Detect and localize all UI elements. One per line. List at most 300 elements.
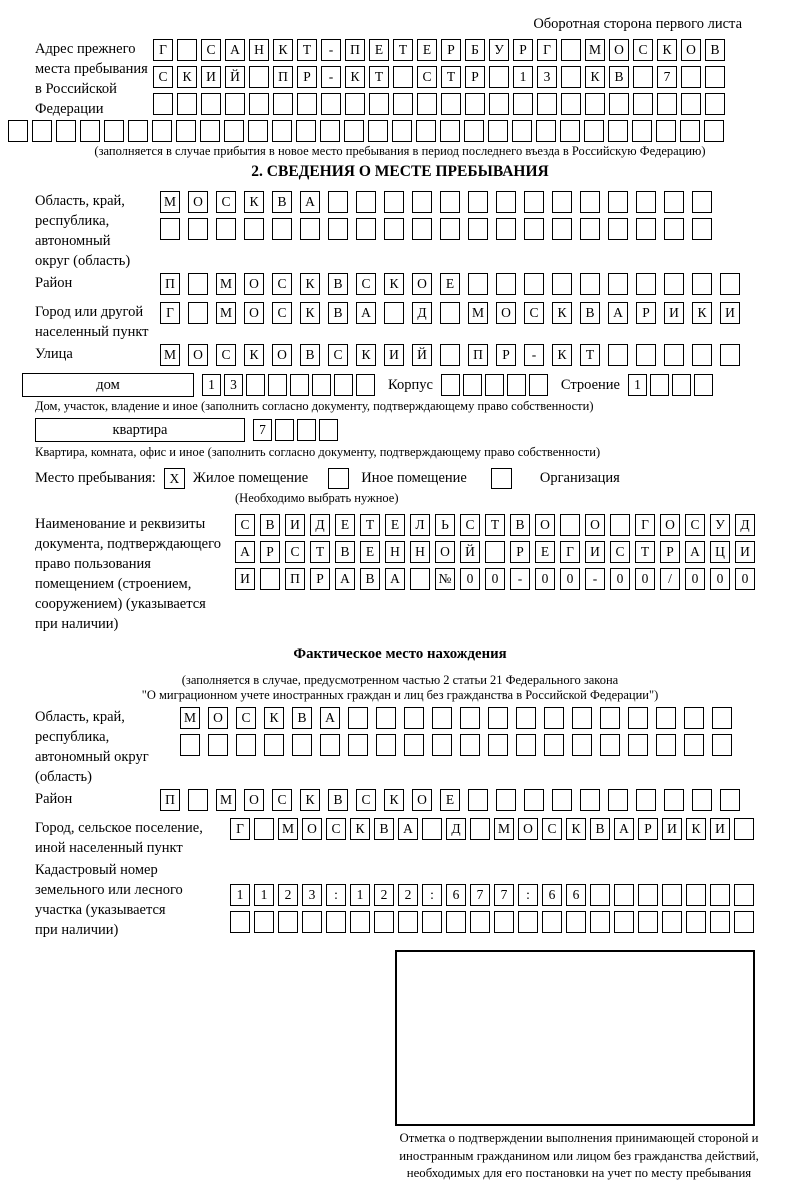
char-box: 0 xyxy=(535,568,555,590)
char-box: Ц xyxy=(710,541,730,563)
char-box xyxy=(692,191,712,213)
char-box: 0 xyxy=(610,568,630,590)
char-box: 0 xyxy=(485,568,505,590)
char-box xyxy=(680,120,700,142)
char-row xyxy=(235,514,760,536)
char-box: П xyxy=(273,66,293,88)
char-box: С xyxy=(326,818,346,840)
char-box xyxy=(609,93,629,115)
char-box xyxy=(404,734,424,756)
char-box xyxy=(398,911,418,933)
char-box: И xyxy=(664,302,684,324)
char-box: М xyxy=(180,707,200,729)
char-box xyxy=(494,911,514,933)
char-box: Р xyxy=(510,541,530,563)
char-box: 0 xyxy=(685,568,705,590)
char-box: О xyxy=(244,789,264,811)
char-box: П xyxy=(345,39,365,61)
char-box: 7 xyxy=(494,884,514,906)
char-box xyxy=(441,93,461,115)
char-box xyxy=(464,120,484,142)
char-box xyxy=(302,911,322,933)
char-box: И xyxy=(710,818,730,840)
char-box xyxy=(246,374,265,396)
char-box: Е xyxy=(335,514,355,536)
char-box xyxy=(272,120,292,142)
char-box: С xyxy=(524,302,544,324)
char-box: Г xyxy=(160,302,180,324)
korpus-label: Корпус xyxy=(388,376,433,393)
char-box: 7 xyxy=(470,884,490,906)
char-row xyxy=(160,191,720,213)
field-gorod xyxy=(35,302,800,342)
char-box: 0 xyxy=(635,568,655,590)
label-line: округ (область) xyxy=(35,253,131,269)
char-box xyxy=(188,218,208,240)
char-box: К xyxy=(244,344,264,366)
char-box xyxy=(692,218,712,240)
label-line: Улица xyxy=(35,346,73,362)
char-box: 1 xyxy=(230,884,250,906)
char-box xyxy=(334,374,353,396)
char-box xyxy=(544,734,564,756)
char-box: Г xyxy=(153,39,173,61)
char-box: В xyxy=(335,541,355,563)
char-box xyxy=(692,273,712,295)
char-box xyxy=(440,302,460,324)
char-row xyxy=(230,818,758,840)
field-raion xyxy=(35,273,800,300)
char-box xyxy=(208,734,228,756)
char-box xyxy=(432,734,452,756)
char-box: 2 xyxy=(374,884,394,906)
label-line: Город или другой xyxy=(35,304,144,320)
char-box: - xyxy=(321,66,341,88)
char-box: Т xyxy=(360,514,380,536)
char-box: 7 xyxy=(253,419,272,441)
field-oblast-2 xyxy=(35,707,800,787)
char-box: С xyxy=(356,273,376,295)
char-box xyxy=(513,93,533,115)
char-box xyxy=(410,568,430,590)
char-box: С xyxy=(285,541,305,563)
char-box: 2 xyxy=(398,884,418,906)
char-box: Н xyxy=(249,39,269,61)
char-box xyxy=(664,191,684,213)
char-row xyxy=(8,120,800,142)
option-label-inoe: Иное помещение xyxy=(361,470,467,486)
gorod-label xyxy=(35,302,160,342)
char-box: О xyxy=(302,818,322,840)
char-box xyxy=(249,66,269,88)
char-box: К xyxy=(686,818,706,840)
char-box: С xyxy=(685,514,705,536)
char-box: М xyxy=(216,789,236,811)
char-box: К xyxy=(585,66,605,88)
char-box: Р xyxy=(260,541,280,563)
char-box xyxy=(188,789,208,811)
char-box xyxy=(529,374,548,396)
char-box: В xyxy=(360,568,380,590)
char-box xyxy=(200,120,220,142)
char-box xyxy=(684,734,704,756)
char-box: А xyxy=(614,818,634,840)
char-box xyxy=(384,218,404,240)
char-box xyxy=(524,218,544,240)
char-box xyxy=(319,419,338,441)
char-box xyxy=(392,120,412,142)
char-box: В xyxy=(374,818,394,840)
char-box: И xyxy=(285,514,305,536)
char-box xyxy=(470,911,490,933)
char-box xyxy=(608,120,628,142)
char-row xyxy=(441,374,551,396)
char-box: Г xyxy=(560,541,580,563)
char-box: 3 xyxy=(537,66,557,88)
char-box xyxy=(376,734,396,756)
kvartira-caption: Квартира, комната, офис и иное (заполнить согласно документу, подтверждающему право собственности) xyxy=(35,445,601,459)
char-box xyxy=(734,884,754,906)
char-box: А xyxy=(335,568,355,590)
char-row xyxy=(230,884,758,906)
char-box xyxy=(694,374,713,396)
section3-note-line2: "О миграционном учете иностранных граждан и лиц без гражданства в Российской Федерации") xyxy=(141,688,659,702)
place-type-row xyxy=(35,468,800,489)
char-box: Р xyxy=(513,39,533,61)
char-box: 1 xyxy=(350,884,370,906)
char-box: 1 xyxy=(254,884,274,906)
char-box xyxy=(636,191,656,213)
char-box xyxy=(216,218,236,240)
label-line: Область, край, xyxy=(35,193,125,209)
char-box: М xyxy=(585,39,605,61)
char-box: И xyxy=(735,541,755,563)
char-box: М xyxy=(278,818,298,840)
char-box xyxy=(369,93,389,115)
char-box xyxy=(684,707,704,729)
char-box: С xyxy=(356,789,376,811)
char-row xyxy=(235,568,760,590)
char-box xyxy=(446,911,466,933)
char-box: С xyxy=(417,66,437,88)
char-box: Г xyxy=(537,39,557,61)
char-box: С xyxy=(633,39,653,61)
char-box: К xyxy=(345,66,365,88)
char-box xyxy=(56,120,76,142)
checkbox-zhiloe: X xyxy=(164,468,185,489)
char-box xyxy=(608,789,628,811)
field-kadastr xyxy=(35,860,800,940)
char-box xyxy=(720,344,740,366)
char-box xyxy=(524,789,544,811)
char-box xyxy=(292,734,312,756)
char-box xyxy=(536,120,556,142)
char-box: : xyxy=(422,884,442,906)
char-box: 7 xyxy=(657,66,677,88)
char-box xyxy=(608,218,628,240)
char-box xyxy=(636,344,656,366)
char-box xyxy=(584,120,604,142)
char-box xyxy=(468,273,488,295)
char-box xyxy=(416,120,436,142)
char-box: 0 xyxy=(735,568,755,590)
char-box: 2 xyxy=(278,884,298,906)
char-box: 0 xyxy=(710,568,730,590)
char-box: К xyxy=(264,707,284,729)
char-box: М xyxy=(468,302,488,324)
char-box xyxy=(376,707,396,729)
char-box: М xyxy=(160,344,180,366)
char-box xyxy=(153,93,173,115)
char-box: У xyxy=(489,39,509,61)
label-line: Район xyxy=(35,791,73,807)
char-box xyxy=(384,302,404,324)
char-box xyxy=(104,120,124,142)
char-box: Т xyxy=(635,541,655,563)
char-box xyxy=(636,218,656,240)
char-box: К xyxy=(552,344,572,366)
char-box: В xyxy=(260,514,280,536)
char-box xyxy=(468,191,488,213)
label-line: населенный пункт xyxy=(35,324,149,340)
char-box xyxy=(272,218,292,240)
char-box: В xyxy=(292,707,312,729)
label-line: Адрес прежнего xyxy=(35,41,136,57)
char-box xyxy=(326,911,346,933)
char-box xyxy=(608,344,628,366)
char-box xyxy=(176,120,196,142)
char-box: О xyxy=(272,344,292,366)
char-box xyxy=(600,734,620,756)
char-box xyxy=(188,273,208,295)
char-box xyxy=(633,93,653,115)
char-box xyxy=(422,911,442,933)
char-box: А xyxy=(385,568,405,590)
char-box xyxy=(460,707,480,729)
ulitsa-label xyxy=(35,344,160,364)
label-line: помещением (строением, xyxy=(35,576,192,592)
char-box: А xyxy=(356,302,376,324)
char-box xyxy=(468,218,488,240)
label-line: сооружением) (указывается xyxy=(35,596,206,612)
char-box xyxy=(561,93,581,115)
kadastr-label xyxy=(35,860,230,940)
char-box: О xyxy=(188,344,208,366)
stroenie-label: Строение xyxy=(560,376,620,393)
char-box xyxy=(585,93,605,115)
char-row xyxy=(153,66,729,88)
char-box xyxy=(412,191,432,213)
char-box xyxy=(440,218,460,240)
place-type-note: (Необходимо выбрать нужное) xyxy=(235,491,399,505)
char-box xyxy=(552,273,572,295)
char-box xyxy=(244,218,264,240)
raion-2-label xyxy=(35,789,160,809)
char-box: С xyxy=(610,541,630,563)
char-box xyxy=(507,374,526,396)
char-box xyxy=(734,818,754,840)
char-box xyxy=(656,734,676,756)
char-box xyxy=(524,273,544,295)
char-box xyxy=(636,789,656,811)
dom-caption: Дом, участок, владение и иное (заполнить согласно документу, подтверждающему право собственности) xyxy=(35,399,594,413)
char-box xyxy=(628,707,648,729)
label-line: при наличии) xyxy=(35,922,119,938)
char-box: 0 xyxy=(460,568,480,590)
char-box xyxy=(312,374,331,396)
char-box xyxy=(692,344,712,366)
char-box: К xyxy=(384,273,404,295)
char-box: Е xyxy=(385,514,405,536)
char-box xyxy=(488,120,508,142)
char-row xyxy=(230,911,758,933)
char-box: О xyxy=(412,789,432,811)
char-box: К xyxy=(300,789,320,811)
char-box: : xyxy=(326,884,346,906)
page-side-note: Оборотная сторона первого листа xyxy=(533,16,742,32)
char-box xyxy=(537,93,557,115)
char-box: А xyxy=(225,39,245,61)
char-row xyxy=(160,789,748,811)
char-box xyxy=(580,218,600,240)
label-line: Город, сельское поселение, xyxy=(35,820,203,836)
option-label-zhiloe: Жилое помещение xyxy=(192,470,309,486)
char-box xyxy=(460,734,480,756)
char-box xyxy=(300,218,320,240)
field-gorod-2 xyxy=(35,818,800,858)
char-box xyxy=(463,374,482,396)
label-line: Федерации xyxy=(35,101,104,117)
char-box: О xyxy=(412,273,432,295)
char-box: - xyxy=(585,568,605,590)
label-line: Область, край, xyxy=(35,709,125,725)
char-box: Е xyxy=(417,39,437,61)
char-box: В xyxy=(609,66,629,88)
char-box: К xyxy=(350,818,370,840)
char-box xyxy=(297,93,317,115)
place-type-label: Место пребывания: xyxy=(35,470,156,486)
char-box xyxy=(488,707,508,729)
label-line: документа, подтверждающего xyxy=(35,536,221,552)
char-box xyxy=(328,218,348,240)
char-box: Г xyxy=(230,818,250,840)
char-box xyxy=(348,707,368,729)
char-row xyxy=(153,93,729,115)
char-box: В xyxy=(272,191,292,213)
char-box xyxy=(600,707,620,729)
char-box xyxy=(320,120,340,142)
char-box: 6 xyxy=(446,884,466,906)
char-box xyxy=(320,734,340,756)
char-box: О xyxy=(244,273,264,295)
char-box: С xyxy=(201,39,221,61)
char-box xyxy=(705,66,725,88)
char-box xyxy=(650,374,669,396)
char-box: 1 xyxy=(202,374,221,396)
char-row xyxy=(160,273,748,295)
dom-row xyxy=(22,373,800,397)
char-box xyxy=(296,120,316,142)
char-box xyxy=(516,734,536,756)
label-line: земельного или лесного xyxy=(35,882,183,898)
char-box xyxy=(561,66,581,88)
char-row xyxy=(160,344,748,366)
char-box: Р xyxy=(636,302,656,324)
char-box: 3 xyxy=(302,884,322,906)
char-box: 1 xyxy=(628,374,647,396)
char-box: А xyxy=(300,191,320,213)
char-box xyxy=(470,818,490,840)
char-box: Р xyxy=(310,568,330,590)
char-box xyxy=(720,273,740,295)
char-box: А xyxy=(685,541,705,563)
char-box xyxy=(664,344,684,366)
char-box: Г xyxy=(635,514,655,536)
char-box: С xyxy=(272,789,292,811)
label-line: места пребывания xyxy=(35,61,148,77)
label-line: иной населенный пункт xyxy=(35,840,183,856)
char-box xyxy=(273,93,293,115)
raion-label xyxy=(35,273,160,293)
char-box xyxy=(249,93,269,115)
char-box xyxy=(412,218,432,240)
char-box: Ь xyxy=(435,514,455,536)
char-box xyxy=(636,273,656,295)
char-row xyxy=(235,541,760,563)
char-box xyxy=(712,707,732,729)
field-oblast xyxy=(35,191,800,271)
char-box xyxy=(344,120,364,142)
char-box xyxy=(345,93,365,115)
char-box: А xyxy=(235,541,255,563)
label-line: Кадастровый номер xyxy=(35,862,158,878)
char-box: 1 xyxy=(513,66,533,88)
section3-note-line1: (заполняется в случае, предусмотренном частью 2 статьи 21 Федерального закона xyxy=(181,673,619,687)
char-box: В xyxy=(300,344,320,366)
char-box xyxy=(681,66,701,88)
char-box xyxy=(614,911,634,933)
label-line: автономный xyxy=(35,233,111,249)
char-box: К xyxy=(384,789,404,811)
section2-title: 2. СВЕДЕНИЯ О МЕСТЕ ПРЕБЫВАНИЯ xyxy=(251,163,549,180)
char-row xyxy=(180,707,740,729)
char-box xyxy=(580,273,600,295)
char-box xyxy=(656,120,676,142)
field-doc xyxy=(35,514,800,634)
char-box xyxy=(656,707,676,729)
char-box xyxy=(488,734,508,756)
char-box: О xyxy=(609,39,629,61)
char-box: Т xyxy=(580,344,600,366)
char-box xyxy=(710,911,730,933)
char-box xyxy=(393,66,413,88)
char-box: А xyxy=(608,302,628,324)
char-box xyxy=(489,93,509,115)
char-box: В xyxy=(705,39,725,61)
char-box xyxy=(180,734,200,756)
char-box: О xyxy=(435,541,455,563)
char-box xyxy=(705,93,725,115)
char-box xyxy=(441,374,460,396)
char-box: С xyxy=(216,344,236,366)
char-box: Д xyxy=(735,514,755,536)
char-box xyxy=(485,541,505,563)
char-box xyxy=(657,93,677,115)
char-box xyxy=(417,93,437,115)
gorod-2-label xyxy=(35,818,230,858)
label-line: при наличии) xyxy=(35,616,119,632)
char-box: Е xyxy=(535,541,555,563)
